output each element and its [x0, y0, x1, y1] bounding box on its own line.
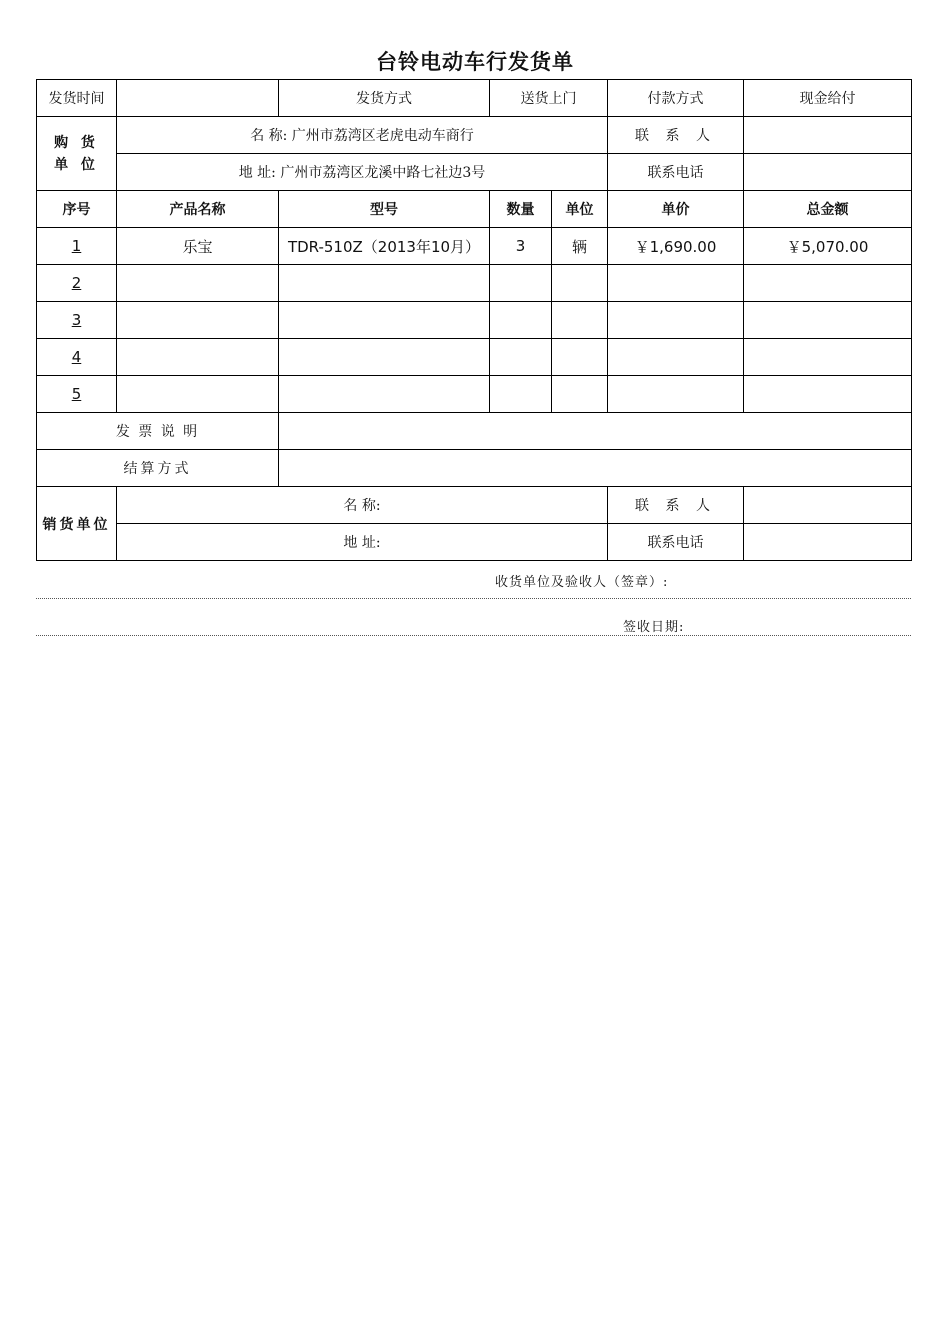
col-seq: 序号	[37, 191, 117, 228]
receiver-signature-label: 收货单位及验收人（签章）:	[495, 575, 669, 590]
header-row	[37, 80, 912, 117]
row-qty[interactable]	[490, 302, 552, 339]
table-row	[37, 228, 912, 265]
row-model[interactable]	[279, 376, 490, 413]
row-seq	[37, 265, 117, 302]
ship-time-value[interactable]	[117, 80, 279, 117]
row-total[interactable]	[744, 376, 912, 413]
invoice-label: 发 票 说 明	[37, 413, 279, 450]
delivery-form-table	[36, 79, 912, 561]
seller-address-row	[37, 524, 912, 561]
row-total[interactable]	[744, 302, 912, 339]
receipt-date-label: 签收日期:	[623, 620, 685, 635]
settlement-row	[37, 450, 912, 487]
payment-label: 付款方式	[608, 80, 744, 117]
row-product[interactable]	[117, 339, 279, 376]
document-title: 台铃电动车行发货单	[376, 50, 574, 74]
row-seq	[37, 228, 117, 265]
table-row	[37, 265, 912, 302]
row-seq-number: 2	[71, 274, 82, 292]
col-product: 产品名称	[117, 191, 279, 228]
row-seq-number: 3	[71, 311, 82, 329]
seller-phone-value[interactable]	[744, 524, 912, 561]
row-product[interactable]	[117, 376, 279, 413]
invoice-row	[37, 413, 912, 450]
row-unit[interactable]: 辆	[552, 228, 608, 265]
seller-contact-value[interactable]	[744, 487, 912, 524]
row-total[interactable]	[744, 265, 912, 302]
buyer-label: 购 货 单 位	[37, 117, 117, 191]
row-price[interactable]	[608, 339, 744, 376]
buyer-address[interactable]: 地 址: 广州市荔湾区龙溪中路七社边3号	[117, 154, 608, 191]
row-seq	[37, 376, 117, 413]
row-seq-number: 4	[71, 348, 82, 366]
payment-value[interactable]: 现金给付	[744, 80, 912, 117]
date-line	[36, 635, 911, 636]
buyer-phone-value[interactable]	[744, 154, 912, 191]
buyer-phone-label: 联系电话	[608, 154, 744, 191]
row-qty[interactable]: 3	[490, 228, 552, 265]
seller-label: 销货单位	[37, 487, 117, 561]
row-model[interactable]: TDR-510Z（2013年10月）	[279, 228, 490, 265]
row-total[interactable]: ￥5,070.00	[744, 228, 912, 265]
seller-name[interactable]: 名 称:	[117, 487, 608, 524]
row-unit[interactable]	[552, 339, 608, 376]
buyer-name-row	[37, 117, 912, 154]
row-model[interactable]	[279, 265, 490, 302]
col-price: 单价	[608, 191, 744, 228]
ship-method-label: 发货方式	[279, 80, 490, 117]
row-seq-number: 1	[71, 237, 82, 255]
signature-line	[36, 598, 911, 599]
column-header-row	[37, 191, 912, 228]
settlement-label: 结算方式	[37, 450, 279, 487]
col-model: 型号	[279, 191, 490, 228]
row-model[interactable]	[279, 302, 490, 339]
row-qty[interactable]	[490, 265, 552, 302]
row-unit[interactable]	[552, 302, 608, 339]
row-seq-number: 5	[71, 385, 82, 403]
settlement-value[interactable]	[279, 450, 912, 487]
buyer-contact-value[interactable]	[744, 117, 912, 154]
seller-phone-label: 联系电话	[608, 524, 744, 561]
table-row	[37, 302, 912, 339]
ship-time-label: 发货时间	[37, 80, 117, 117]
col-total: 总金额	[744, 191, 912, 228]
row-price[interactable]	[608, 265, 744, 302]
row-seq	[37, 302, 117, 339]
row-qty[interactable]	[490, 376, 552, 413]
row-price[interactable]: ￥1,690.00	[608, 228, 744, 265]
row-total[interactable]	[744, 339, 912, 376]
row-product[interactable]	[117, 302, 279, 339]
seller-name-row	[37, 487, 912, 524]
table-row	[37, 339, 912, 376]
table-row	[37, 376, 912, 413]
row-product[interactable]	[117, 265, 279, 302]
row-price[interactable]	[608, 376, 744, 413]
seller-contact-label: 联 系 人	[608, 487, 744, 524]
row-product[interactable]: 乐宝	[117, 228, 279, 265]
row-seq	[37, 339, 117, 376]
row-unit[interactable]	[552, 265, 608, 302]
seller-address[interactable]: 地 址:	[117, 524, 608, 561]
buyer-address-row	[37, 154, 912, 191]
ship-method-value[interactable]: 送货上门	[490, 80, 608, 117]
row-model[interactable]	[279, 339, 490, 376]
row-unit[interactable]	[552, 376, 608, 413]
col-unit: 单位	[552, 191, 608, 228]
buyer-name[interactable]: 名 称: 广州市荔湾区老虎电动车商行	[117, 117, 608, 154]
col-qty: 数量	[490, 191, 552, 228]
buyer-contact-label: 联 系 人	[608, 117, 744, 154]
invoice-value[interactable]	[279, 413, 912, 450]
row-price[interactable]	[608, 302, 744, 339]
row-qty[interactable]	[490, 339, 552, 376]
